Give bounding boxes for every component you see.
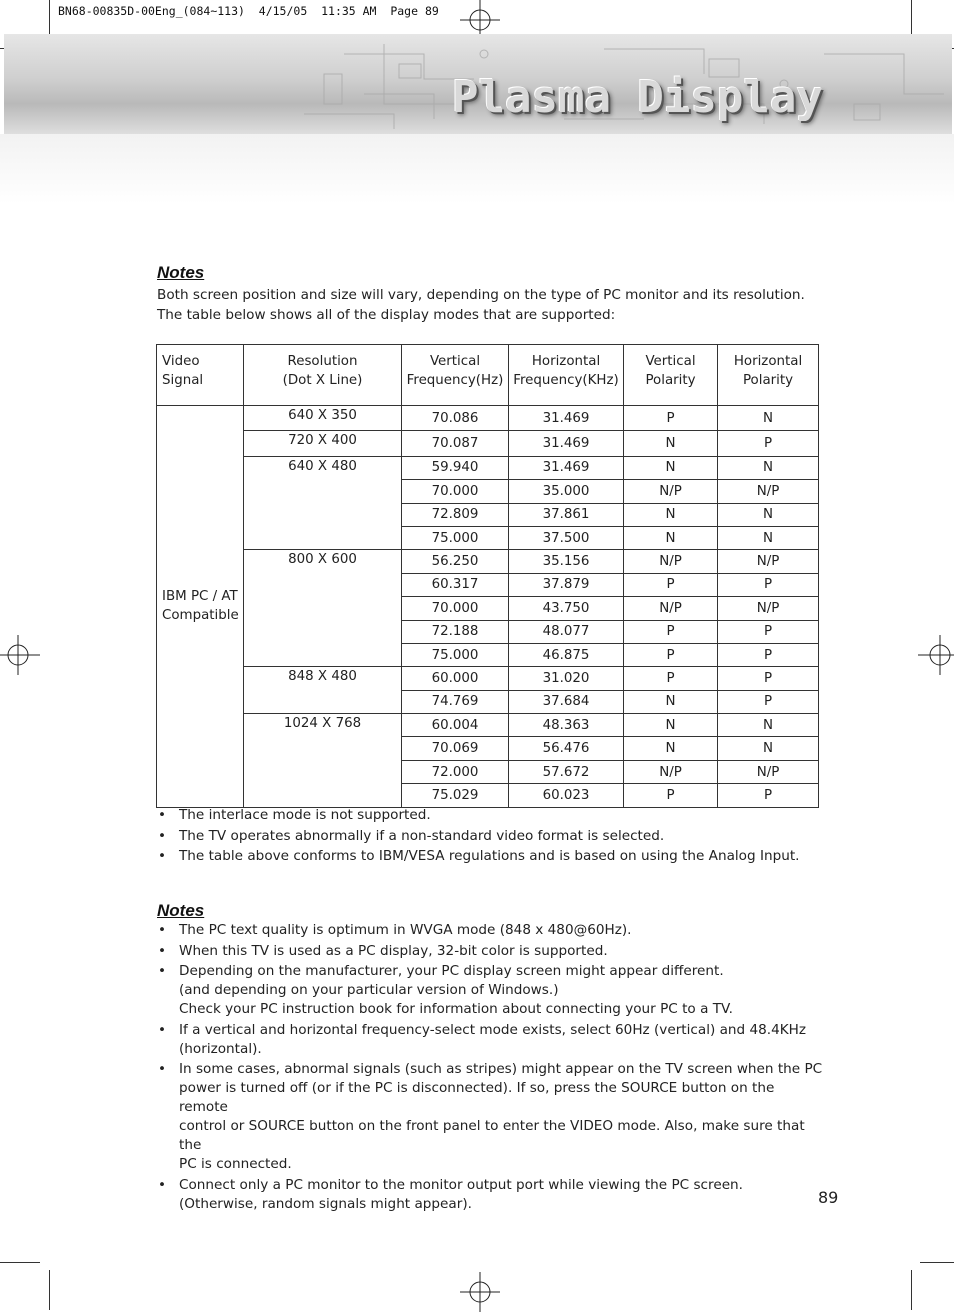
vertical-polarity-cell: N xyxy=(624,737,718,760)
horizontal-polarity-cell: N xyxy=(718,526,819,549)
list-item-text: (Otherwise, random signals might appear). xyxy=(179,1195,472,1212)
bullet-glyph: • xyxy=(158,1061,167,1077)
table-row xyxy=(157,406,819,431)
horizontal-frequency-cell: 31.020 xyxy=(509,667,624,690)
list-item-text: control or SOURCE button on the front panel to enter the VIDEO mode. Also, make sure that the xyxy=(179,1118,805,1153)
list-item-text: The TV operates abnormally if a non-standard video format is selected. xyxy=(179,827,665,844)
vertical-polarity-cell: P xyxy=(624,784,718,807)
horizontal-frequency-cell: 31.469 xyxy=(509,456,624,479)
list-item xyxy=(157,1060,827,1174)
horizontal-frequency-cell: 60.023 xyxy=(509,784,624,807)
horizontal-frequency-cell: 37.861 xyxy=(509,503,624,526)
horizontal-polarity-cell: N/P xyxy=(718,550,819,573)
vertical-polarity-cell: P xyxy=(624,667,718,690)
print-slug: BN68-00835D-00Eng_(084~113) 4/15/05 11:35 AM Page 89 xyxy=(58,4,439,18)
header-vertical-polarity: Vertical Polarity xyxy=(624,345,718,406)
horizontal-polarity-cell: N/P xyxy=(718,480,819,503)
vertical-frequency-cell: 60.000 xyxy=(402,667,509,690)
list-item-text: (horizontal). xyxy=(179,1040,262,1057)
resolution-cell: 1024 X 768 xyxy=(244,714,402,808)
list-item-text: Check your PC instruction book for information about connecting your PC to a TV. xyxy=(179,1001,733,1017)
resolution-cell: 720 X 400 xyxy=(244,431,402,456)
resolution-cell: 640 X 350 xyxy=(244,406,402,431)
horizontal-frequency-cell: 56.476 xyxy=(509,737,624,760)
resolution-cell: 800 X 600 xyxy=(244,550,402,667)
horizontal-polarity-cell: P xyxy=(718,784,819,807)
banner-fade xyxy=(0,134,954,204)
list-item-text: When this TV is used as a PC display, 32-bit color is supported. xyxy=(179,942,608,959)
list-item-text: If a vertical and horizontal frequency-select mode exists, select 60Hz (vertical) and 48.4KHz xyxy=(179,1021,807,1038)
table-row xyxy=(157,550,819,573)
vertical-frequency-cell: 75.000 xyxy=(402,643,509,666)
horizontal-polarity-cell: P xyxy=(718,690,819,713)
notes-heading: Notes xyxy=(157,901,205,920)
vertical-polarity-cell: N xyxy=(624,526,718,549)
notes-heading: Notes xyxy=(157,263,205,282)
horizontal-frequency-cell: 37.684 xyxy=(509,690,624,713)
table-notes-list xyxy=(157,806,827,866)
header-banner xyxy=(4,34,952,134)
vertical-polarity-cell: N xyxy=(624,690,718,713)
vertical-polarity-cell: N/P xyxy=(624,550,718,573)
vertical-polarity-cell: N/P xyxy=(624,597,718,620)
bullet-glyph: • xyxy=(158,827,167,844)
list-item-text: The table above conforms to IBM/VESA regulations and is based on using the Analog Input. xyxy=(179,848,800,864)
resolution-cell: 640 X 480 xyxy=(244,456,402,550)
vertical-frequency-cell: 60.317 xyxy=(402,573,509,596)
vertical-polarity-cell: N/P xyxy=(624,760,718,783)
horizontal-frequency-cell: 31.469 xyxy=(509,431,624,456)
crop-mark xyxy=(0,1262,40,1263)
horizontal-polarity-cell: P xyxy=(718,643,819,666)
bullet-glyph: • xyxy=(158,848,167,864)
horizontal-polarity-cell: N xyxy=(718,456,819,479)
crop-mark xyxy=(911,1270,912,1310)
header-vertical-frequency: Vertical Frequency(Hz) xyxy=(402,345,509,406)
list-item-text: The interlace mode is not supported. xyxy=(179,807,431,823)
header-horizontal-polarity: Horizontal Polarity xyxy=(718,345,819,406)
notes-intro-line1: Both screen position and size will vary, depending on the type of PC monitor and its resolution. xyxy=(157,287,805,303)
list-item xyxy=(157,847,827,866)
list-item xyxy=(157,962,827,1019)
display-modes-table xyxy=(156,344,819,808)
vertical-frequency-cell: 72.000 xyxy=(402,760,509,783)
bullet-glyph: • xyxy=(158,807,167,823)
header-video-signal: Video Signal xyxy=(157,345,244,406)
horizontal-frequency-cell: 35.156 xyxy=(509,550,624,573)
horizontal-frequency-cell: 37.500 xyxy=(509,526,624,549)
bullet-glyph: • xyxy=(158,1176,167,1193)
vertical-frequency-cell: 72.188 xyxy=(402,620,509,643)
table-row xyxy=(157,431,819,456)
horizontal-frequency-cell: 37.879 xyxy=(509,573,624,596)
vertical-polarity-cell: N xyxy=(624,456,718,479)
horizontal-polarity-cell: N xyxy=(718,714,819,737)
horizontal-frequency-cell: 48.363 xyxy=(509,714,624,737)
list-item-text: power is turned off (or if the PC is disconnected). If so, press the SOURCE button on the remote xyxy=(179,1080,775,1115)
video-signal-cell: IBM PC / AT Compatible xyxy=(157,406,244,808)
bullet-glyph: • xyxy=(158,1021,167,1038)
vertical-frequency-cell: 75.029 xyxy=(402,784,509,807)
horizontal-polarity-cell: P xyxy=(718,620,819,643)
vertical-frequency-cell: 70.087 xyxy=(402,431,509,456)
horizontal-frequency-cell: 31.469 xyxy=(509,406,624,431)
vertical-frequency-cell: 70.086 xyxy=(402,406,509,431)
vertical-polarity-cell: P xyxy=(624,573,718,596)
list-item-text: The PC text quality is optimum in WVGA mode (848 x 480@60Hz). xyxy=(179,922,632,938)
crop-mark xyxy=(49,1270,50,1310)
page-number: 89 xyxy=(818,1188,839,1207)
horizontal-frequency-cell: 43.750 xyxy=(509,597,624,620)
bullet-glyph: • xyxy=(158,922,167,938)
vertical-polarity-cell: P xyxy=(624,620,718,643)
vertical-frequency-cell: 59.940 xyxy=(402,456,509,479)
registration-mark-right xyxy=(918,635,954,675)
list-item xyxy=(157,806,827,825)
horizontal-polarity-cell: N xyxy=(718,503,819,526)
vertical-polarity-cell: N/P xyxy=(624,480,718,503)
list-item xyxy=(157,921,827,940)
header-resolution: Resolution (Dot X Line) xyxy=(244,345,402,406)
horizontal-polarity-cell: N xyxy=(718,737,819,760)
resolution-cell: 848 X 480 xyxy=(244,667,402,714)
horizontal-frequency-cell: 46.875 xyxy=(509,643,624,666)
crop-mark xyxy=(920,1262,954,1263)
horizontal-polarity-cell: P xyxy=(718,667,819,690)
vertical-frequency-cell: 72.809 xyxy=(402,503,509,526)
notes-intro-line2: The table below shows all of the display modes that are supported: xyxy=(157,307,616,323)
vertical-frequency-cell: 56.250 xyxy=(402,550,509,573)
horizontal-polarity-cell: N xyxy=(718,406,819,431)
list-item-text: PC is connected. xyxy=(179,1156,292,1172)
table-row xyxy=(157,667,819,690)
vertical-polarity-cell: N xyxy=(624,503,718,526)
banner-title: Plasma Display xyxy=(452,72,823,123)
vertical-polarity-cell: P xyxy=(624,406,718,431)
registration-mark-left xyxy=(0,635,40,675)
horizontal-frequency-cell: 35.000 xyxy=(509,480,624,503)
table-row xyxy=(157,456,819,479)
vertical-polarity-cell: N xyxy=(624,431,718,456)
list-item-text: Connect only a PC monitor to the monitor output port while viewing the PC screen. xyxy=(179,1176,743,1193)
pc-notes-list xyxy=(157,921,827,1215)
registration-mark-bottom xyxy=(460,1272,500,1312)
vertical-frequency-cell: 74.769 xyxy=(402,690,509,713)
list-item xyxy=(157,827,827,846)
header-horizontal-frequency: Horizontal Frequency(KHz) xyxy=(509,345,624,406)
table-row xyxy=(157,714,819,737)
horizontal-polarity-cell: N/P xyxy=(718,597,819,620)
list-item-text: In some cases, abnormal signals (such as stripes) might appear on the TV screen when the PC xyxy=(179,1061,823,1077)
horizontal-polarity-cell: P xyxy=(718,431,819,456)
horizontal-polarity-cell: P xyxy=(718,573,819,596)
bullet-glyph: • xyxy=(158,963,167,979)
list-item-text: (and depending on your particular version of Windows.) xyxy=(179,982,559,998)
horizontal-frequency-cell: 48.077 xyxy=(509,620,624,643)
vertical-frequency-cell: 70.000 xyxy=(402,597,509,620)
list-item xyxy=(157,1021,827,1059)
vertical-polarity-cell: P xyxy=(624,643,718,666)
vertical-frequency-cell: 70.069 xyxy=(402,737,509,760)
list-item xyxy=(157,942,827,961)
vertical-frequency-cell: 60.004 xyxy=(402,714,509,737)
table-header-row xyxy=(157,345,819,406)
list-item xyxy=(157,1176,827,1214)
vertical-polarity-cell: N xyxy=(624,714,718,737)
horizontal-frequency-cell: 57.672 xyxy=(509,760,624,783)
list-item-text: Depending on the manufacturer, your PC display screen might appear different. xyxy=(179,963,724,979)
vertical-frequency-cell: 75.000 xyxy=(402,526,509,549)
horizontal-polarity-cell: N/P xyxy=(718,760,819,783)
bullet-glyph: • xyxy=(158,942,167,959)
vertical-frequency-cell: 70.000 xyxy=(402,480,509,503)
